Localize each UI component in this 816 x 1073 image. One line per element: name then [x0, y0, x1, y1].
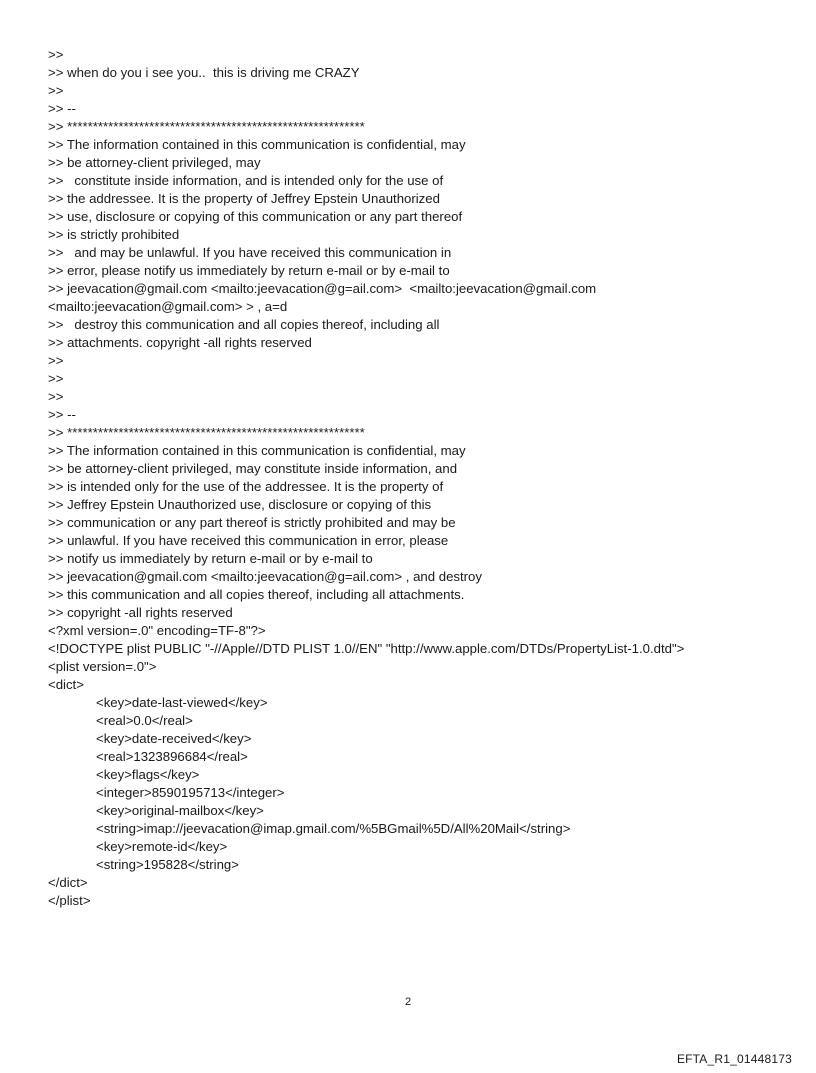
- text-line: >> copyright -all rights reserved: [48, 605, 233, 620]
- text-line: >> communication or any part thereof is strictly prohibited and may be: [48, 515, 456, 530]
- text-line: >> notify us immediately by return e-mail or by e-mail to: [48, 551, 373, 566]
- text-line: >> Jeffrey Epstein Unauthorized use, disclosure or copying of this: [48, 497, 432, 512]
- doctype-line: <!DOCTYPE plist PUBLIC "-//Apple//DTD PLIST 1.0//EN" "http://www.apple.com/DTDs/PropertyList-1.0.dtd">: [48, 641, 685, 656]
- text-line: >> jeevacation@gmail.com <mailto:jeevacation@g=ail.com> , and destroy: [48, 569, 482, 584]
- text-line: >> and may be unlawful. If you have received this communication in: [48, 245, 452, 260]
- text-line: >> constitute inside information, and is intended only for the use of: [48, 173, 444, 188]
- dict-entry: <key>original-mailbox</key>: [96, 803, 264, 818]
- dict-entry: <real>1323896684</real>: [96, 749, 248, 764]
- bates-number: EFTA_R1_01448173: [676, 1052, 792, 1066]
- text-line: >> destroy this communication and all copies thereof, including all: [48, 317, 440, 332]
- text-line: >>: [48, 47, 64, 62]
- dict-entry: <string>195828</string>: [96, 857, 239, 872]
- page-number: 2: [404, 996, 412, 1008]
- plist-open-tag: <plist version=.0">: [48, 659, 157, 674]
- dict-close-tag: </dict>: [48, 875, 88, 890]
- xml-declaration: <?xml version=.0" encoding=TF-8"?>: [48, 623, 266, 638]
- text-line: >> **********************************************************: [48, 119, 365, 134]
- document-body: [48, 46, 788, 910]
- dict-entry: <key>date-last-viewed</key>: [96, 695, 268, 710]
- text-line: >> The information contained in this communication is confidential, may: [48, 443, 466, 458]
- text-line: >>: [48, 389, 64, 404]
- text-line: >> is intended only for the use of the addressee. It is the property of: [48, 479, 444, 494]
- text-line: >> unlawful. If you have received this communication in error, please: [48, 533, 449, 548]
- dict-entry: <string>imap://jeevacation@imap.gmail.com/%5BGmail%5D/All%20Mail</string>: [96, 821, 571, 836]
- text-line: >> when do you i see you.. this is driving me CRAZY: [48, 65, 360, 80]
- text-line: >>: [48, 83, 64, 98]
- dict-entry: <key>flags</key>: [96, 767, 200, 782]
- text-line: >>: [48, 353, 64, 368]
- text-line: >> error, please notify us immediately by return e-mail or by e-mail to: [48, 263, 450, 278]
- text-line: >> use, disclosure or copying of this communication or any part thereof: [48, 209, 463, 224]
- text-line: >> be attorney-client privileged, may constitute inside information, and: [48, 461, 458, 476]
- text-line: >> be attorney-client privileged, may: [48, 155, 261, 170]
- dict-entry: <integer>8590195713</integer>: [96, 785, 285, 800]
- text-line: >> --: [48, 101, 76, 116]
- dict-entry: <key>remote-id</key>: [96, 839, 228, 854]
- text-line: >> the addressee. It is the property of Jeffrey Epstein Unauthorized: [48, 191, 440, 206]
- text-line: >> **********************************************************: [48, 425, 365, 440]
- text-line: >> attachments. copyright -all rights reserved: [48, 335, 312, 350]
- dict-entry: <key>date-received</key>: [96, 731, 252, 746]
- text-line: >> is strictly prohibited: [48, 227, 180, 242]
- text-line: >> The information contained in this communication is confidential, may: [48, 137, 466, 152]
- text-line: >> jeevacation@gmail.com <mailto:jeevacation@g=ail.com> <mailto:jeevacation@gmail.com: [48, 281, 597, 296]
- plist-close-tag: </plist>: [48, 893, 91, 908]
- text-line: >> --: [48, 407, 76, 422]
- dict-open-tag: <dict>: [48, 677, 84, 692]
- dict-entry: <real>0.0</real>: [96, 713, 193, 728]
- text-line: >> this communication and all copies thereof, including all attachments.: [48, 587, 465, 602]
- text-line: >>: [48, 371, 64, 386]
- text-line: <mailto:jeevacation@gmail.com> > , a=d: [48, 299, 288, 314]
